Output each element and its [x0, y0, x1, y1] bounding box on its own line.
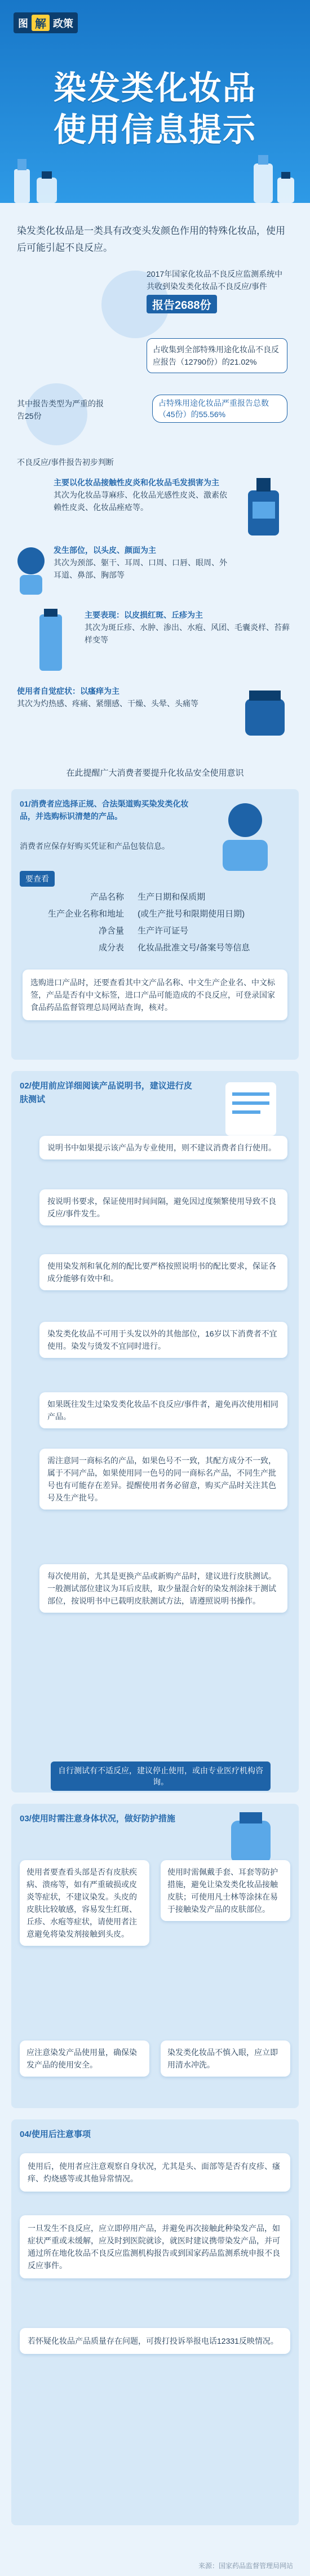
- step2-item-text: 需注意同一商标名的产品，如果色号不一致，其配方成分不一致，属于不同产品，如果使用同一色号的同一商标名产品，不同生产批号也有可能存在差异。提醒使用者务必留意，购买产品时关注其色号及生产批号。: [47, 1456, 276, 1502]
- tube-icon: [23, 609, 79, 676]
- step3-item-text: 染发类化妆品不慎入眼，应立即用清水冲洗。: [167, 2048, 278, 2069]
- check-label: 要查看: [20, 871, 55, 887]
- manual-icon: [214, 1071, 287, 1139]
- header-banner: [0, 0, 310, 203]
- stat-card-4: [152, 395, 287, 423]
- stat3-label: 其中报告类型为严重的报告25份: [17, 399, 104, 421]
- step2-item-text: 每次使用前，尤其是更换产品或新购产品时，建议进行皮肤测试。一般测试部位建议为耳后皮肤，取少量混合好的染发剂涂抹于测试部位，按说明书中已载明皮肤测试方法，请遵照说明书操作。: [47, 1572, 276, 1605]
- adverse-heading: 不良反应/事件报告初步判断: [17, 458, 114, 467]
- shopper-icon: [203, 795, 287, 874]
- step2-panel: [11, 1071, 299, 1792]
- step2-item: [39, 1322, 287, 1358]
- step4-item-text: 若怀疑化妆品产品质量存在问题，可拨打投诉举报电话12331反映情况。: [28, 2336, 278, 2345]
- check-left: 生产企业名称和地址: [47, 909, 124, 919]
- step4-item-text: 一旦发生不良反应，应立即停用产品，并避免再次接触此种染发产品，如症状严重或未缓解，应及时到医院就诊，就医时建议携带染发产品，并可通过所在地化妆品不良反应监测机构报告或到国家药品监测系统申报不良反应事件。: [28, 2224, 280, 2270]
- adverse-b2-rest: 其次为颈部、躯干、耳周、口周、口唇、眼周、外耳道、鼻部、胸部等: [54, 558, 227, 579]
- step3-item-text: 使用时需佩戴手套、耳套等防护措施，避免让染发类化妆品接触皮肤；可使用凡士林等涂抹在易于接触染发产品的皮肤部位。: [167, 1867, 278, 1914]
- adverse-b1: 主要以化妆品接触性皮炎和化妆品毛发损害为主: [54, 478, 219, 487]
- adverse-b3: 主要表现：以皮损红斑、丘疹为主: [85, 610, 203, 619]
- import-note-card: [23, 970, 287, 1020]
- step2-item-text: 使用染发剂和氧化剂的配比要严格按照说明书的配比要求，保证各成分能够有效中和。: [47, 1262, 276, 1283]
- stat1-value: 报告2688份: [147, 295, 217, 313]
- step3-item: [20, 1860, 149, 1946]
- check-row: [23, 924, 287, 936]
- check-right: (或生产批号和限期使用日期): [138, 909, 245, 919]
- head-icon: [11, 544, 51, 595]
- page-title: [0, 68, 310, 151]
- check-left: 净含量: [98, 926, 124, 936]
- adverse-block-3: [85, 609, 293, 646]
- adverse-block-1: [54, 476, 234, 514]
- step4-tag: 04/使用后注意事项: [20, 2130, 91, 2139]
- intro-text: 染发类化妆品是一类具有改变头发颜色作用的特殊化妆品，使用后可能引起不良反应。: [17, 225, 285, 253]
- brand-pill: [14, 12, 78, 33]
- step4-item: [20, 2153, 290, 2192]
- cosmetic-bottle-icon: [237, 473, 293, 535]
- step2-item-text: 说明书中如果提示该产品为专业使用，则不建议消费者自行使用。: [47, 1143, 276, 1152]
- step2-tag: 02/使用前应详细阅读产品说明书，建议进行皮肤测试: [20, 1081, 192, 1104]
- step2-item: [39, 1189, 287, 1225]
- stat3-pct: 占特殊用途化妆品严重报告总数（45份）的55.56%: [152, 395, 287, 423]
- step1-tag: 01/消费者应选择正规、合法渠道购买染发类化妆品，并选购标识清楚的产品。: [20, 799, 189, 821]
- step3-item: [161, 2041, 290, 2077]
- step2-item: [39, 1449, 287, 1510]
- step2-item: [39, 1136, 287, 1159]
- stat-card-3: [17, 397, 107, 422]
- stat-card-2: [147, 338, 287, 373]
- section-intro: [0, 767, 310, 778]
- check-row: [23, 891, 287, 902]
- adverse-b1-rest: 其次为化妆品荨麻疹、化妆品光感性皮炎、激素依赖性皮炎、化妆品痤疮等。: [54, 490, 227, 512]
- step2-item-text: 按说明书要求，保证使用时间间隔，避免因过度频繁使用导致不良反应/事件发生。: [47, 1197, 276, 1218]
- step3-tag: 03/使用时需注意身体状况，做好防护措施: [20, 1814, 175, 1823]
- section-intro-text: 在此提醒广大消费者要提升化妆品安全使用意识: [66, 768, 244, 778]
- footer-source: 来源：国家药品监督管理局网站: [198, 2562, 293, 2570]
- adverse-b2: 发生部位，以头皮、颜面为主: [54, 546, 156, 555]
- adverse-b4-rest: 其次为灼热感、疼痛、紧绷感、干燥、头晕、头痛等: [17, 699, 198, 708]
- step3-item-text: 应注意染发产品使用量，确保染发产品的使用安全。: [26, 2048, 137, 2069]
- title-line-1: 染发类化妆品: [53, 70, 256, 107]
- step2-item-text: 如果既往发生过染发类化妆品不良反应/事件者，避免再次使用相同产品。: [47, 1400, 278, 1421]
- step4-item: [20, 2215, 290, 2278]
- title-line-2: 使用信息提示: [53, 112, 256, 148]
- step4-item-text: 使用后，使用者应注意观察自身状况，尤其是头、面部等是否有皮疹、瘙痒、灼烧感等或其他异常情况。: [28, 2162, 280, 2183]
- stat1-text: 2017年国家化妆品不良反应监测系统中共收到染发类化妆品不良反应/事件: [147, 269, 283, 291]
- step4-item: [20, 2328, 290, 2354]
- check-left: 成分表: [98, 943, 124, 953]
- adverse-b3-rest: 其次为斑丘疹、水肿、渗出、水疱、风团、毛囊炎样、苔藓样变等: [85, 623, 290, 644]
- step3-item: [161, 1860, 290, 1921]
- bottle-illustration-icon: [237, 152, 304, 203]
- step2-item: [39, 1254, 287, 1290]
- step1-sub: 消费者应保存好购买凭证和产品包装信息。: [20, 842, 170, 851]
- stat2-text: 占收集到全部特殊用途化妆品不良反应报告（12790份）的21.02%: [153, 345, 279, 366]
- adverse-b4: 使用者自觉症状：以瘙痒为主: [17, 687, 119, 696]
- check-right: 化妆品批准文号/备案号等信息: [138, 943, 250, 953]
- stat-card-1: [147, 268, 287, 313]
- step3-item: [20, 2041, 149, 2077]
- glove-icon: [214, 1804, 287, 1866]
- check-right: 生产日期和保质期: [138, 892, 206, 902]
- check-row: [23, 908, 287, 919]
- step2-item: [39, 1564, 287, 1613]
- step2-item: [39, 1392, 287, 1428]
- brand-logo: [14, 12, 78, 33]
- check-right: 生产许可证号: [138, 926, 189, 936]
- check-left: 产品名称: [90, 892, 124, 902]
- brand-mid-text: 解: [32, 15, 50, 31]
- jar-icon: [237, 676, 293, 738]
- step2-tip: 自行测试有不适反应，建议停止使用，或由专业医疗机构咨询。: [51, 1761, 271, 1791]
- check-row: [23, 941, 287, 953]
- brand-right-text: 政策: [53, 17, 73, 29]
- brand-left-text: 图: [18, 17, 28, 29]
- bottle-illustration-icon: [6, 152, 73, 203]
- adverse-block-4: [17, 685, 231, 710]
- step2-item-text: 染发类化妆品不可用于头发以外的其他部位，16岁以下消费者不宜使用。染发与烫发不宜同时进行。: [47, 1329, 277, 1351]
- step3-item-text: 使用者要查看头部是否有皮肤疾病、溃疡等，如有严重破损或皮炎等症状，不建议染发。头皮的皮肤比较敏感，容易发生红斑、丘疹、水疱等症状，请使用者注意避免将染发剂接触到头皮。: [26, 1867, 137, 1938]
- adverse-block-2: [54, 544, 234, 581]
- import-note: 选购进口产品时，还要查看其中文产品名称、中文生产企业名、中文标签，产品是否有中文标签，进口产品可能造成的不良反应，可登录国家食品药品监督管理总局网站查询，核对。: [30, 978, 275, 1012]
